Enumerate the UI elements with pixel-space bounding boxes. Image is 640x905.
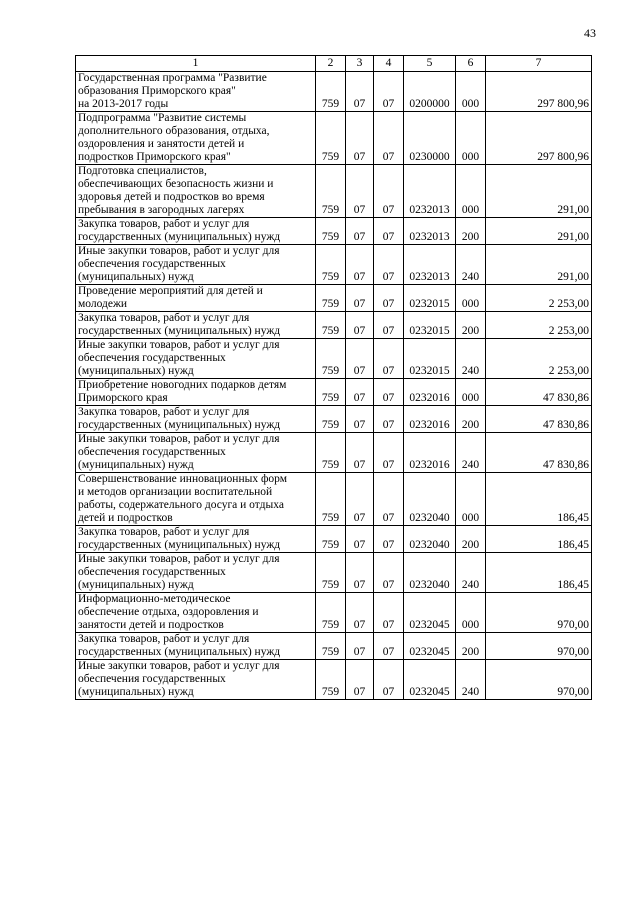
page-number: 43 [584, 26, 596, 40]
row-expense-type-cell: 000 [456, 593, 486, 633]
row-amount-cell: 2 253,00 [486, 339, 592, 379]
row-admin-code-cell: 759 [316, 433, 346, 473]
row-amount-cell: 47 830,86 [486, 406, 592, 433]
row-amount-cell: 47 830,86 [486, 379, 592, 406]
row-expense-type-cell: 000 [456, 379, 486, 406]
row-admin-code-cell: 759 [316, 339, 346, 379]
table-row [76, 379, 592, 406]
budget-table [75, 55, 592, 700]
row-subsection-cell: 07 [374, 473, 404, 526]
row-amount-cell: 186,45 [486, 473, 592, 526]
table-row [76, 633, 592, 660]
row-subsection-cell: 07 [374, 112, 404, 165]
row-admin-code-cell: 759 [316, 245, 346, 285]
table-row [76, 593, 592, 633]
header-cell-4: 4 [374, 56, 404, 72]
row-subsection-cell: 07 [374, 218, 404, 245]
row-target-article-cell: 0232015 [404, 339, 456, 379]
row-target-article-cell: 0232016 [404, 433, 456, 473]
row-amount-cell: 970,00 [486, 633, 592, 660]
row-expense-type-cell: 200 [456, 312, 486, 339]
row-amount-cell: 291,00 [486, 218, 592, 245]
row-name-cell: Закупка товаров, работ и услуг для государственных (муниципальных) нужд [76, 633, 316, 660]
row-section-cell: 07 [346, 553, 374, 593]
row-expense-type-cell: 240 [456, 339, 486, 379]
row-admin-code-cell: 759 [316, 406, 346, 433]
row-target-article-cell: 0232013 [404, 165, 456, 218]
row-expense-type-cell: 000 [456, 285, 486, 312]
row-amount-cell: 47 830,86 [486, 433, 592, 473]
table-row [76, 553, 592, 593]
row-amount-cell: 297 800,96 [486, 72, 592, 112]
table-body [76, 72, 592, 700]
row-section-cell: 07 [346, 379, 374, 406]
row-target-article-cell: 0200000 [404, 72, 456, 112]
header-cell-1: 1 [76, 56, 316, 72]
table-row [76, 165, 592, 218]
row-target-article-cell: 0232045 [404, 633, 456, 660]
row-name-cell: Иные закупки товаров, работ и услуг для обеспечения государственных (муниципальных) нужд [76, 339, 316, 379]
table-header [76, 56, 592, 72]
row-subsection-cell: 07 [374, 165, 404, 218]
row-subsection-cell: 07 [374, 660, 404, 700]
row-expense-type-cell: 000 [456, 165, 486, 218]
row-section-cell: 07 [346, 112, 374, 165]
table-row [76, 433, 592, 473]
table-row [76, 112, 592, 165]
row-subsection-cell: 07 [374, 245, 404, 285]
row-subsection-cell: 07 [374, 633, 404, 660]
row-section-cell: 07 [346, 312, 374, 339]
row-admin-code-cell: 759 [316, 473, 346, 526]
row-section-cell: 07 [346, 339, 374, 379]
row-target-article-cell: 0232016 [404, 406, 456, 433]
row-subsection-cell: 07 [374, 433, 404, 473]
row-subsection-cell: 07 [374, 339, 404, 379]
row-target-article-cell: 0232040 [404, 473, 456, 526]
row-name-cell: Совершенствование инновационных форм и методов организации воспитательной работы, содержательного досуга и отдыха детей и подростков [76, 473, 316, 526]
table-row [76, 406, 592, 433]
row-name-cell: Иные закупки товаров, работ и услуг для обеспечения государственных (муниципальных) нужд [76, 553, 316, 593]
row-amount-cell: 186,45 [486, 553, 592, 593]
row-target-article-cell: 0232013 [404, 218, 456, 245]
row-admin-code-cell: 759 [316, 112, 346, 165]
header-cell-7: 7 [486, 56, 592, 72]
row-admin-code-cell: 759 [316, 553, 346, 593]
row-subsection-cell: 07 [374, 72, 404, 112]
row-expense-type-cell: 000 [456, 473, 486, 526]
row-amount-cell: 970,00 [486, 593, 592, 633]
row-admin-code-cell: 759 [316, 165, 346, 218]
row-expense-type-cell: 200 [456, 406, 486, 433]
row-target-article-cell: 0232045 [404, 593, 456, 633]
row-target-article-cell: 0230000 [404, 112, 456, 165]
row-name-cell: Иные закупки товаров, работ и услуг для обеспечения государственных (муниципальных) нужд [76, 433, 316, 473]
row-amount-cell: 297 800,96 [486, 112, 592, 165]
row-expense-type-cell: 000 [456, 72, 486, 112]
row-admin-code-cell: 759 [316, 285, 346, 312]
row-section-cell: 07 [346, 218, 374, 245]
row-name-cell: Иные закупки товаров, работ и услуг для обеспечения государственных (муниципальных) нужд [76, 245, 316, 285]
header-row [76, 56, 592, 72]
row-name-cell: Подпрограмма "Развитие системы дополнительного образования, отдыха, оздоровления и занятости детей и подростков Приморского края" [76, 112, 316, 165]
row-section-cell: 07 [346, 165, 374, 218]
row-subsection-cell: 07 [374, 526, 404, 553]
row-section-cell: 07 [346, 633, 374, 660]
row-expense-type-cell: 240 [456, 245, 486, 285]
table-row [76, 312, 592, 339]
row-section-cell: 07 [346, 72, 374, 112]
row-subsection-cell: 07 [374, 312, 404, 339]
row-amount-cell: 2 253,00 [486, 312, 592, 339]
row-name-cell: Закупка товаров, работ и услуг для государственных (муниципальных) нужд [76, 406, 316, 433]
row-target-article-cell: 0232040 [404, 526, 456, 553]
table-row [76, 218, 592, 245]
row-name-cell: Проведение мероприятий для детей и молодежи [76, 285, 316, 312]
row-name-cell: Информационно-методическое обеспечение отдыха, оздоровления и занятости детей и подростков [76, 593, 316, 633]
row-subsection-cell: 07 [374, 285, 404, 312]
table-row [76, 285, 592, 312]
row-admin-code-cell: 759 [316, 660, 346, 700]
row-admin-code-cell: 759 [316, 593, 346, 633]
header-cell-5: 5 [404, 56, 456, 72]
row-admin-code-cell: 759 [316, 633, 346, 660]
table-row [76, 72, 592, 112]
row-subsection-cell: 07 [374, 553, 404, 593]
row-expense-type-cell: 240 [456, 553, 486, 593]
row-section-cell: 07 [346, 660, 374, 700]
header-cell-6: 6 [456, 56, 486, 72]
header-cell-2: 2 [316, 56, 346, 72]
row-target-article-cell: 0232045 [404, 660, 456, 700]
row-admin-code-cell: 759 [316, 379, 346, 406]
row-amount-cell: 970,00 [486, 660, 592, 700]
row-expense-type-cell: 240 [456, 433, 486, 473]
row-subsection-cell: 07 [374, 593, 404, 633]
row-admin-code-cell: 759 [316, 72, 346, 112]
row-admin-code-cell: 759 [316, 312, 346, 339]
row-amount-cell: 186,45 [486, 526, 592, 553]
row-name-cell: Закупка товаров, работ и услуг для государственных (муниципальных) нужд [76, 218, 316, 245]
row-expense-type-cell: 200 [456, 633, 486, 660]
row-name-cell: Закупка товаров, работ и услуг для государственных (муниципальных) нужд [76, 312, 316, 339]
row-section-cell: 07 [346, 406, 374, 433]
row-expense-type-cell: 200 [456, 526, 486, 553]
row-section-cell: 07 [346, 285, 374, 312]
row-target-article-cell: 0232016 [404, 379, 456, 406]
row-section-cell: 07 [346, 473, 374, 526]
table-row [76, 660, 592, 700]
row-subsection-cell: 07 [374, 379, 404, 406]
table-row [76, 339, 592, 379]
row-name-cell: Закупка товаров, работ и услуг для государственных (муниципальных) нужд [76, 526, 316, 553]
row-expense-type-cell: 240 [456, 660, 486, 700]
row-target-article-cell: 0232015 [404, 285, 456, 312]
row-subsection-cell: 07 [374, 406, 404, 433]
table-row [76, 473, 592, 526]
row-amount-cell: 291,00 [486, 245, 592, 285]
row-target-article-cell: 0232013 [404, 245, 456, 285]
row-expense-type-cell: 200 [456, 218, 486, 245]
row-name-cell: Иные закупки товаров, работ и услуг для обеспечения государственных (муниципальных) нужд [76, 660, 316, 700]
row-name-cell: Государственная программа "Развитие образования Приморского края" на 2013-2017 годы [76, 72, 316, 112]
row-section-cell: 07 [346, 593, 374, 633]
row-section-cell: 07 [346, 526, 374, 553]
row-amount-cell: 291,00 [486, 165, 592, 218]
row-admin-code-cell: 759 [316, 526, 346, 553]
row-name-cell: Приобретение новогодних подарков детям Приморского края [76, 379, 316, 406]
row-target-article-cell: 0232015 [404, 312, 456, 339]
row-expense-type-cell: 000 [456, 112, 486, 165]
table-row [76, 245, 592, 285]
row-admin-code-cell: 759 [316, 218, 346, 245]
row-amount-cell: 2 253,00 [486, 285, 592, 312]
header-cell-3: 3 [346, 56, 374, 72]
table-row [76, 526, 592, 553]
row-section-cell: 07 [346, 433, 374, 473]
row-section-cell: 07 [346, 245, 374, 285]
row-target-article-cell: 0232040 [404, 553, 456, 593]
row-name-cell: Подготовка специалистов, обеспечивающих безопасность жизни и здоровья детей и подростков во время пребывания в загородных лагерях [76, 165, 316, 218]
